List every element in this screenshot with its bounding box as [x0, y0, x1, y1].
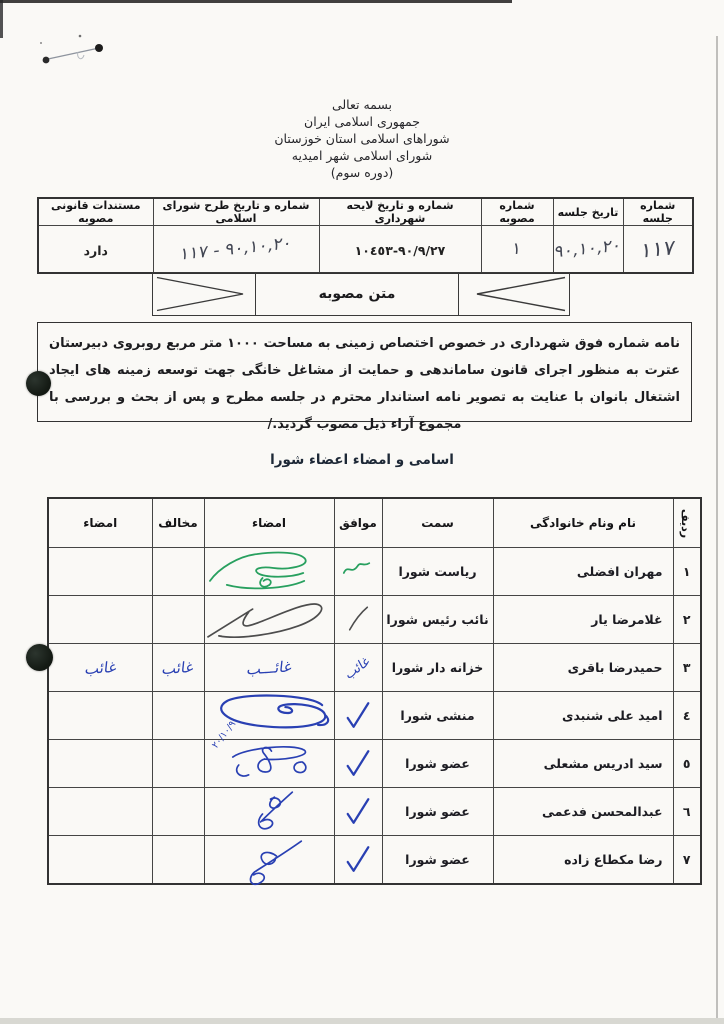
member-agree-cell [334, 836, 382, 885]
member-row-number: ٥ [673, 740, 701, 788]
member-agree-cell [334, 644, 382, 692]
punch-hole-top [26, 371, 51, 396]
col-against-signature: امضاء [48, 498, 152, 548]
meta-col-resolution-no: شماره مصوبه [481, 198, 553, 226]
letterhead-line-basmala: بسمه تعالی [331, 97, 393, 112]
member-position: ریاست شورا [382, 548, 493, 596]
member-signature-cell [204, 596, 334, 644]
member-against-signature-cell [48, 644, 152, 692]
member-against-cell [152, 836, 204, 885]
member-against-signature-cell [48, 788, 152, 836]
vote-check-mark [335, 836, 382, 883]
vote-check-mark [335, 596, 382, 643]
resolution-ribbon-banner [152, 272, 570, 316]
session-no-value: ١١٧ [623, 226, 693, 274]
member-position: خزانه دار شورا [382, 644, 493, 692]
member-signature-cell [204, 548, 334, 596]
letterhead-line-republic: جمهوری اسلامی ایران [304, 114, 420, 129]
member-signature-cell [204, 836, 334, 885]
col-full-name: نام ونام خانوادگی [493, 498, 673, 548]
vote-check-mark [335, 692, 382, 739]
member-position: عضو شورا [382, 740, 493, 788]
pen-scribble-mark [28, 22, 128, 82]
member-row [48, 548, 701, 596]
absent-handwriting: غائب [83, 657, 118, 678]
signature-scribble [205, 788, 334, 835]
ribbon-left-tail-icon [153, 273, 255, 315]
vote-check-mark [335, 740, 382, 787]
member-name: حمیدرضا باقری [493, 644, 673, 692]
meta-col-session-date: تاریخ جلسه [553, 198, 623, 226]
signature-scribble [205, 740, 334, 787]
member-row [48, 740, 701, 788]
member-agree-cell [334, 596, 382, 644]
member-against-signature-cell [48, 548, 152, 596]
member-name: رضا مکطاع زاده [493, 836, 673, 885]
member-agree-cell [334, 548, 382, 596]
member-row-number: ١ [673, 548, 701, 596]
member-name: عبدالمحسن فدعمی [493, 788, 673, 836]
member-row [48, 596, 701, 644]
col-signature: امضاء [204, 498, 334, 548]
member-agree-cell [334, 788, 382, 836]
member-against-cell [152, 644, 204, 692]
scan-edge-top [0, 0, 512, 3]
member-against-signature-cell [48, 596, 152, 644]
member-against-cell [152, 692, 204, 740]
member-against-cell [152, 548, 204, 596]
member-row-number: ٢ [673, 596, 701, 644]
resolution-text-box [37, 322, 692, 432]
ribbon-title: متن مصوبه [255, 273, 459, 315]
member-position: عضو شورا [382, 836, 493, 885]
plan-no-date-value: ٩٠,١٠,٢٠ - ١١٧ [153, 226, 319, 274]
member-agree-cell [334, 692, 382, 740]
absent-handwriting: غائب [343, 653, 373, 683]
member-against-signature-cell [48, 740, 152, 788]
member-against-cell [152, 740, 204, 788]
members-signatures-heading: اسامی و امضاء اعضاء شورا [270, 452, 454, 468]
signature-scribble [205, 596, 334, 643]
meta-col-plan-no-date: شماره و تاریخ طرح شورای اسلامی [153, 198, 319, 226]
member-row-number: ٤ [673, 692, 701, 740]
member-row [48, 692, 701, 740]
scan-edge-bottom [0, 1018, 724, 1024]
member-against-signature-cell [48, 692, 152, 740]
letterhead-line-city-council: شورای اسلامی شهر امیدیه [291, 148, 433, 163]
meta-col-bill-no-date: شماره و تاریخ لایحه شهرداری [319, 198, 481, 226]
vote-check-mark [335, 788, 382, 835]
members-signatures-table [47, 497, 702, 885]
member-name: غلامرضا یار [493, 596, 673, 644]
scan-edge-right [716, 36, 718, 1024]
meta-header-row [38, 198, 693, 226]
member-against-cell [152, 788, 204, 836]
member-position: منشی شورا [382, 692, 493, 740]
ribbon-right-tail-icon [459, 273, 569, 315]
member-row [48, 644, 701, 692]
member-name: مهران افضلی [493, 548, 673, 596]
scan-edge-left [0, 0, 3, 38]
member-name: سید ادریس مشعلی [493, 740, 673, 788]
member-row [48, 836, 701, 885]
member-name: امید علی شنبدی [493, 692, 673, 740]
member-signature-cell [204, 644, 334, 692]
member-position: عضو شورا [382, 788, 493, 836]
session-date-value: ٩٠,١٠,٢٠ [553, 226, 623, 274]
meta-col-session-no: شماره جلسه [623, 198, 693, 226]
col-against: مخالف [152, 498, 204, 548]
legal-docs-value: دارد [38, 226, 153, 274]
member-against-cell [152, 596, 204, 644]
meta-col-legal-docs: مستندات قانونی مصوبه [38, 198, 153, 226]
resolution-no-value: ١ [481, 226, 553, 274]
letterhead-line-term: (دوره سوم) [330, 165, 394, 180]
meta-values-row [38, 226, 693, 274]
letterhead [0, 96, 724, 181]
letterhead-line-province-councils: شوراهای اسلامی استان خوزستان [274, 131, 450, 146]
col-position: سمت [382, 498, 493, 548]
members-table-body [48, 548, 701, 885]
member-position: نائب رئیس شورا [382, 596, 493, 644]
member-agree-cell [334, 740, 382, 788]
members-header-row [48, 498, 701, 548]
punch-hole-bottom [26, 644, 53, 671]
vote-check-mark [335, 548, 382, 595]
absent-handwriting: غائب [161, 657, 195, 678]
signature-date-note: ٢٠/١٠/٩٠ [209, 714, 241, 751]
member-row-number: ٣ [673, 644, 701, 692]
member-row [48, 788, 701, 836]
resolution-text: نامه شماره فوق شهرداری در خصوص اختصاص زمینی به مساحت ١٠٠٠ متر مربع روبروی دبیرستان عترت به منظور اجرای قانون ساماندهی و حمایت از مشاغل خانگی جهت توسعه زمینه های ایجاد اشتغال بانوان با عنایت به تصویر نامه استاندار محترم در جلسه مطرح و پس از بحث و بررسی با مجموع آراء ذیل مصوب گردید./ [49, 336, 680, 432]
signature-scribble [205, 548, 334, 595]
absent-handwriting: غائـــب [245, 656, 293, 679]
member-signature-cell [204, 788, 334, 836]
member-against-signature-cell [48, 836, 152, 885]
member-row-number: ٦ [673, 788, 701, 836]
col-row-no: ردیف [673, 498, 701, 548]
member-signature-cell [204, 714, 334, 788]
signature-scribble [205, 836, 334, 883]
session-meta-table [37, 197, 694, 274]
member-row-number: ٧ [673, 836, 701, 885]
col-agree: موافق [334, 498, 382, 548]
bill-no-date-value: ٩٠/٩/٢٧-١٠٤٥٣ [319, 226, 481, 274]
